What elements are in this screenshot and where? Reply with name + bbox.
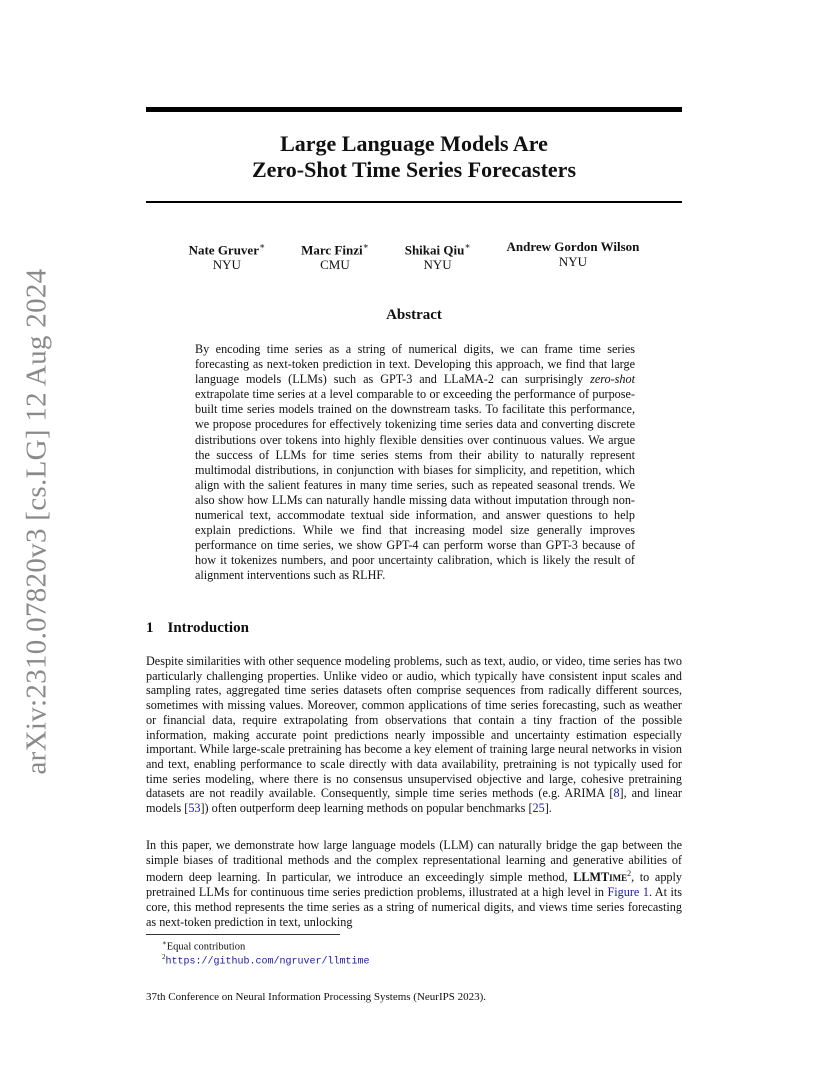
author-affiliation: CMU — [320, 257, 350, 273]
author-affiliation: NYU — [423, 257, 452, 273]
equal-contribution-mark: ∗ — [362, 241, 369, 251]
method-name — [573, 870, 631, 884]
footnote-text: Equal contribution — [166, 941, 246, 953]
section-heading-introduction — [146, 620, 249, 637]
author-affiliation: NYU — [558, 254, 588, 269]
footnote-ref[interactable]: 2 — [627, 869, 632, 879]
abstract-body — [195, 342, 635, 584]
title-bottom-rule — [146, 201, 682, 203]
author-block — [506, 239, 639, 272]
author-name: Andrew Gordon Wilson — [506, 239, 640, 254]
paragraph-text: ], and linear models [ — [146, 786, 682, 816]
author-block — [189, 239, 266, 272]
figure-link[interactable]: Figure 1 — [607, 885, 649, 900]
paragraph-text: ]. — [544, 801, 552, 816]
equal-contribution-mark: ∗ — [464, 241, 471, 251]
abstract-emphasis: zero-shot — [590, 372, 635, 387]
author-block — [405, 239, 471, 272]
arxiv-id-text: arXiv:2310.07820v3 [cs.LG] 12 Aug 2024 — [20, 268, 53, 774]
section-title: Introduction — [167, 620, 249, 636]
author-name: Shikai Qiu — [404, 242, 465, 258]
title-line-2: Zero-Shot Time Series Forecasters — [251, 157, 577, 182]
author-name: Marc Finzi — [301, 242, 363, 258]
paragraph-text: Despite similarities with other sequence modeling problems, such as text, audio, or video, time series has two particularly challenging properties. Unlike video or audio, which typically have consistent input scales and sampling rates, aggregated time series datasets often comprise sequences from radically different sources, sometimes with missing values. Moreover, common applications of time series forecasting, such as weather or financial data, require extrapolating from observations that contain a tiny fraction of the possible information, making accurate point predictions nearly impossible and uncertainty estimation especially important. While large-scale pretraining has become a key element of training large neural networks in vision and text, enabling performance to scale directly with data availability, pretraining is not typically used for time series modeling, where there is no consensus unsupervised objective and large, cohesive pretraining datasets are not readily available. Consequently, simple time series methods (e.g. ARIMA [ — [146, 654, 682, 801]
paper-title — [146, 131, 682, 183]
paragraph-text: In this paper, we demonstrate how large language models (LLM) can naturally bridge the gap between the simple biases of traditional methods and the complex representational learning and generative abilities of modern deep learning. In particular, we introduce an exceedingly simple method, — [146, 838, 682, 885]
paragraph-text: . At its core, this method represents the time series as a string of numerical digits, and views time series forecasting as next-token prediction in text, unlocking — [146, 885, 683, 929]
citation-link[interactable]: 53 — [188, 801, 201, 816]
citation-link[interactable]: 25 — [532, 801, 545, 816]
abstract-text-part: extrapolate time series at a level comparable to or exceeding the performance of purpose-built time series models trained on the downstream tasks. To facilitate this performance, we propose procedures for effectively tokenizing time series data and converting discrete distributions over tokens into highly flexible densities over continuous values. We argue the success of LLMs for time series stems from their ability to naturally represent multimodal distributions, in conjunction with biases for simplicity, and repetition, which align with the salient features in many time series, such as repeated seasonal trends. We also show how LLMs can naturally handle missing data without imputation through non-numerical text, accommodate textual side information, and answer questions to help explain predictions. While we find that increasing model size generally improves performance on time series, we show GPT-4 can perform worse than GPT-3 because of how it tokenizes numbers, and poor uncertainty calibration, which is likely the result of alignment interventions such as RLHF. — [195, 387, 635, 583]
footnote-mark: ∗ — [162, 939, 167, 947]
footnote-rule — [146, 934, 340, 935]
author-list — [146, 239, 682, 272]
author-block — [301, 239, 369, 272]
title-top-rule — [146, 107, 682, 112]
github-url-link[interactable]: https://github.com/ngruver/llmtime — [165, 956, 370, 968]
method-name-text: LLMTime — [573, 870, 628, 885]
equal-contribution-mark: ∗ — [258, 241, 266, 251]
paragraph-text: ]) often outperform deep learning methods on popular benchmarks [ — [200, 801, 533, 816]
paragraph-text: , to apply pretrained LLMs for continuous time series prediction problems, illustrated at a high level in — [146, 870, 682, 900]
abstract-heading: Abstract — [386, 307, 442, 323]
citation-link[interactable]: 8 — [613, 786, 620, 801]
intro-paragraph-1 — [146, 654, 682, 816]
intro-paragraph-2 — [146, 838, 682, 929]
abstract-text-part: By encoding time series as a string of numerical digits, we can frame time series forecasting as next-token prediction in text. Developing this approach, we find that large language models (LLMs) such as GPT-3 and LLaMA-2 can surprisingly — [195, 342, 635, 387]
arxiv-identifier — [20, 268, 54, 774]
title-line-1: Large Language Models Are — [280, 131, 548, 156]
conference-footer: 37th Conference on Neural Information Processing Systems (NeurIPS 2023). — [146, 991, 487, 1003]
author-affiliation: NYU — [212, 257, 241, 273]
section-number: 1 — [146, 620, 154, 636]
footnote-mark: 2 — [162, 953, 166, 961]
footnote-repo-link — [162, 951, 370, 969]
author-name: Nate Gruver — [188, 242, 259, 258]
